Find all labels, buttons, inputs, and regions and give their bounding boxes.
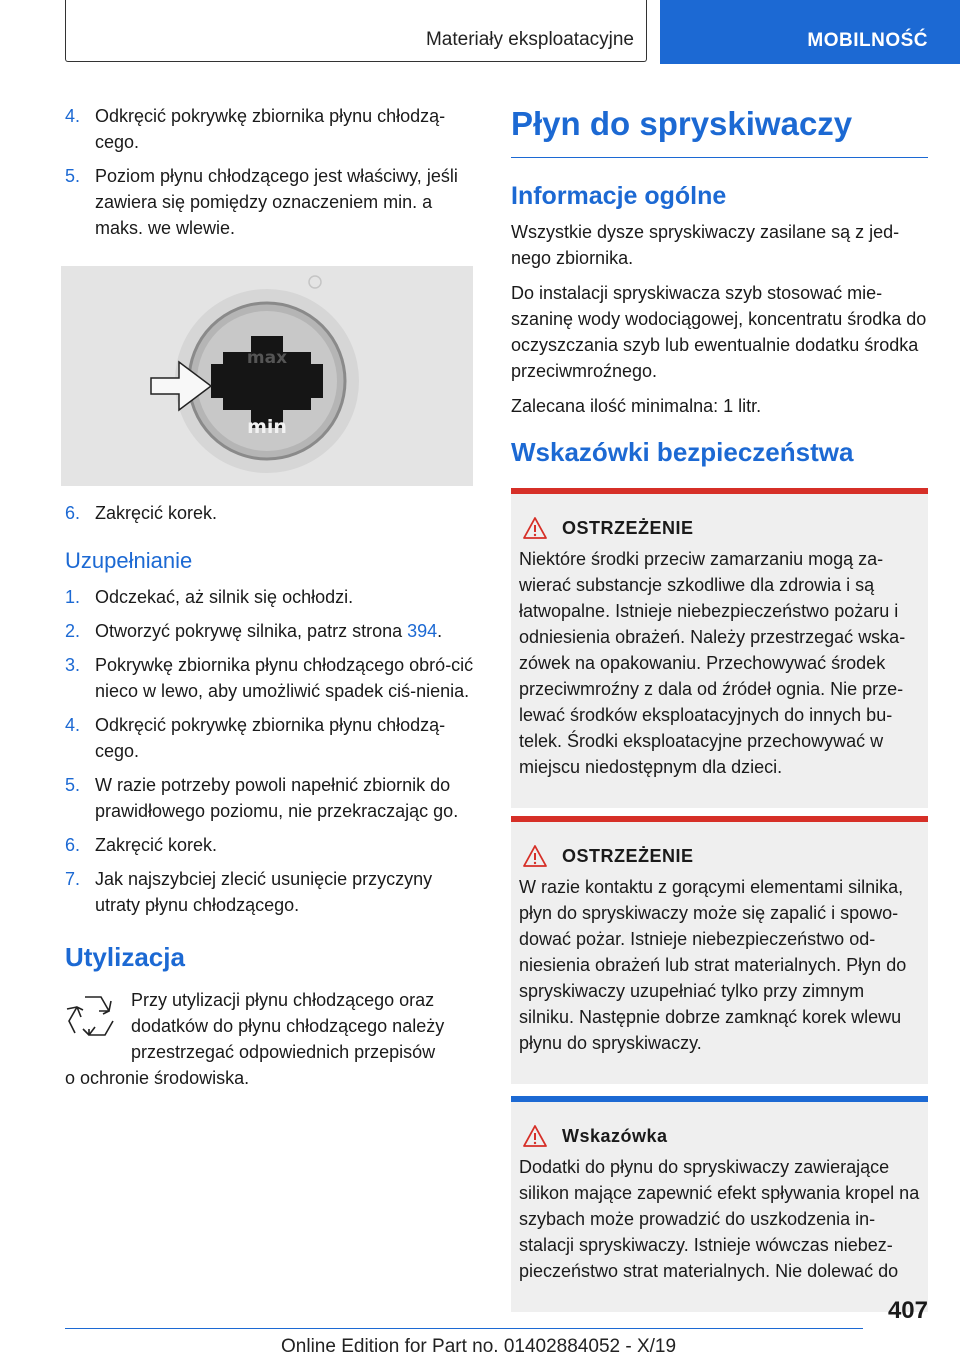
note-title: Wskazówka (562, 1125, 668, 1146)
cap-max-label: max (246, 348, 288, 368)
info-paragraph: Wszystkie dysze spryskiwaczy zasilane są z jed-nego zbiornika. (511, 222, 900, 268)
step-number: 5. (65, 166, 81, 186)
header-section-tab (65, 0, 647, 62)
step-item (65, 618, 477, 644)
step-number: 4. (65, 715, 81, 735)
left-column (65, 103, 477, 1091)
disposal-line: dodatków do płynu chłodzącego należy (131, 1016, 445, 1036)
step-number: 5. (65, 775, 81, 795)
note-box (511, 1096, 928, 1312)
safety-heading: Wskazówki bezpieczeństwa (511, 437, 854, 467)
warning-triangle-icon (522, 844, 548, 868)
disposal-line: Przy utylizacji płynu chłodzącego oraz (131, 990, 435, 1010)
step-item (65, 584, 477, 610)
step-item (65, 652, 477, 704)
step-text: Zakręcić korek. (95, 835, 218, 855)
step-text: W razie potrzeby powoli napełnić zbiornik do prawidłowego poziomu, nie przekraczając go. (95, 775, 459, 821)
step-number: 7. (65, 869, 81, 889)
warning-title: OSTRZEŻENIE (562, 845, 694, 866)
disposal-line: przestrzegać odpowiednich przepisów (131, 1042, 436, 1062)
warning-triangle-icon (522, 1124, 548, 1148)
header-section-label: Materiały eksploatacyjne (425, 29, 634, 50)
warning-box (511, 488, 928, 808)
footer-edition: Online Edition for Part no. 01402884052 - X/19 (281, 1336, 677, 1357)
warning-box (511, 816, 928, 1084)
recycle-icon (65, 989, 121, 1045)
header-chapter-label: MOBILNOŚĆ (807, 30, 928, 51)
cap-min-label: min (247, 416, 287, 438)
step-number: 4. (65, 106, 81, 126)
info-heading: Informacje ogólne (511, 182, 727, 210)
step-number: 2. (65, 621, 81, 641)
step-number: 3. (65, 655, 81, 675)
step-item (65, 103, 477, 155)
warning-body: W razie kontaktu z gorącymi elementami silnika, płyn do spryskiwaczy może się zapalić i spowo-dować pożar. Istnieje niebezpieczeństwo od-niesienia obrażeń lub strat materialnych. Płyn do spryskiwaczy uzupełniać tylko przy zimnym silniku. Następnie dobrze zamknąć korek wlewu płynu do spryskiwaczy. (519, 877, 907, 1053)
step-text: Jak najszybciej zlecić usunięcie przyczyny utraty płynu chłodzącego. (95, 869, 433, 915)
right-column (511, 103, 928, 1312)
refill-heading: Uzupełnianie (65, 548, 193, 573)
step-item (65, 712, 477, 764)
note-body: Dodatki do płynu do spryskiwaczy zawierające silikon mające zapewnić efekt spływania kropel na szybach może prowadzić do uszkodzenia in-stalacji spryskiwaczy. Istnieje wówczas niebez-pieczeństwo strat materialnych. Nie dolewać do (519, 1157, 920, 1281)
coolant-cap-illustration (61, 266, 473, 486)
step-item (65, 772, 477, 824)
page-title: Płyn do spryskiwaczy (511, 105, 928, 158)
step-text: Zakręcić korek. (95, 503, 218, 523)
info-paragraph: Do instalacji spryskiwacza szyb stosować mie-szaninę wody wodociągowej, koncentratu środka do oczyszczania szyb lub ewentualnie dodatku środka przeciwmroźnego. (511, 283, 927, 381)
step-number: 6. (65, 503, 81, 523)
warning-body: Niektóre środki przeciw zamarzaniu mogą za-wierać substancje szkodliwe dla zdrowia i są łatwopalne. Istnieje niebezpieczeństwo pożaru i odniesienia obrażeń. Należy przestrzegać wska-zówek na opakowaniu. Przechowywać środek przeciwmroźny z dala od źródeł ognia. Nie prze-lewać środków eksploatacyjnych do innych bu-telek. Środki eksploatacyjne przechowywać w miejscu niedostępnym dla dzieci. (519, 549, 906, 777)
warning-triangle-icon (522, 516, 548, 540)
disposal-note (65, 987, 477, 1091)
step-text-end: . (437, 621, 443, 641)
note-header (519, 1124, 920, 1148)
step-text: Odczekać, aż silnik się ochłodzi. (95, 587, 354, 607)
warning-title: OSTRZEŻENIE (562, 517, 694, 538)
page-reference-link[interactable]: 394 (407, 621, 438, 641)
step-item (65, 832, 477, 858)
disposal-line: o ochronie środowiska. (65, 1068, 250, 1088)
step-item (65, 500, 477, 526)
disposal-heading: Utylizacja (65, 942, 185, 972)
step-number: 1. (65, 587, 81, 607)
footer-divider (65, 1328, 863, 1329)
warning-header (519, 516, 920, 540)
header-chapter-tab (660, 0, 960, 64)
step-number: 6. (65, 835, 81, 855)
coolant-cap-photo (61, 266, 473, 486)
info-paragraph: Zalecana ilość minimalna: 1 litr. (511, 396, 762, 416)
step-text: Otworzyć pokrywę silnika, patrz strona (95, 621, 408, 641)
step-text: Odkręcić pokrywkę zbiornika płynu chłodzą-cego. (95, 715, 446, 761)
step-item (65, 163, 477, 241)
step-text: Odkręcić pokrywkę zbiornika płynu chłodzą-cego. (95, 106, 446, 152)
step-text: Pokrywkę zbiornika płynu chłodzącego obró-cić nieco w lewo, aby umożliwić spadek ciś-nienia. (95, 655, 474, 701)
warning-header (519, 844, 920, 868)
page-number: 407 (887, 1297, 928, 1324)
step-item (65, 866, 477, 918)
step-text: Poziom płynu chłodzącego jest właściwy, jeśli zawiera się pomiędzy oznaczeniem min. a maks. we wlewie. (95, 166, 458, 238)
